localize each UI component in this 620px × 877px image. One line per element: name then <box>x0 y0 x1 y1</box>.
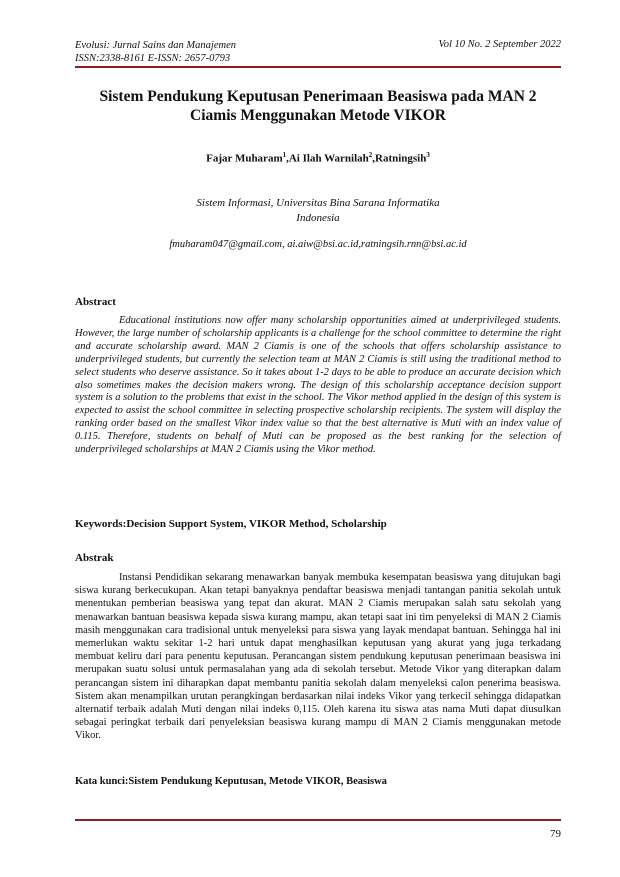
affiliation <box>75 196 561 226</box>
author-3: ,Ratningsih <box>372 152 427 165</box>
affiliation-line-2: Indonesia <box>296 212 340 224</box>
author-3-mark: 3 <box>426 151 430 159</box>
abstract-heading: Abstract <box>75 296 116 308</box>
keywords-english: Keywords:Decision Support System, VIKOR Method, Scholarship <box>75 518 387 530</box>
affiliation-line-1: Sistem Informasi, Universitas Bina Sarana Informatika <box>196 197 440 209</box>
author-2-mark: 2 <box>368 151 373 159</box>
header-rule <box>75 66 561 68</box>
author-list <box>75 151 561 165</box>
abstrak-heading: Abstrak <box>75 552 114 564</box>
journal-volume: Vol 10 No. 2 September 2022 <box>438 39 561 50</box>
title-line-2: Ciamis Menggunakan Metode VIKOR <box>190 107 446 124</box>
author-2: ,Ai Ilah Warnilah <box>286 152 369 165</box>
title-line-1: Sistem Pendukung Keputusan Penerimaan Beasiswa pada MAN 2 <box>99 88 537 105</box>
abstrak-text: Instansi Pendidikan sekarang menawarkan banyak membuka kesempatan beasiswa yang ditujukan bagi siswa kurang berkecukupan. Akan tetapi banyaknya pendaftar beasiswa menjadi tantangan panitia sekolah untuk menentukan pemberian beasiswa yang tepat dan akurat. MAN 2 Ciamis merupakan salah satu sekolah yang menawarkan bantuan beasiswa kepada siswa kurang mampu, akan tetapi saat ini tim penyeleksi di MAN 2 Ciamis masih menggunakan cara tradisional untuk menyeleksi para siswa yang layak mendapat bantuan. Sehingga hal ini memerlukan waktu sekitar 1-2 hari untuk dapat menghasilkan keputusan yang akurat yang juga terkadang membuat keliru dari para penentu keputusan. Perancangan sistem pendukung keputusan penerimaan beasiswa ini merupakan suatu solusi untuk permasalahan yang ada di sekolah tersebut. Metode Vikor yang diterapkan dalam perancangan sistem ini diharapkan dapat membantu panitia sekolah dalam menyeleksi calon penerima beasiswa. Sistem akan menampilkan urutan perangkingan berdasarkan nilai indeks Vikor yang terkecil sehingga didapatkan alternatif terbaik adalah Muti dengan nilai indeks 0,115. Oleh karena itu siswa atas nama Muti dapat diusulkan sebagai peringkat terbaik dari penyeleksian beasiswa kurang mampu di MAN 2 Ciamis menggunakan metode Vikor. <box>75 572 561 742</box>
journal-name: Evolusi: Jurnal Sains dan Manajemen <box>75 40 236 51</box>
paper-title <box>75 87 561 125</box>
journal-issn: ISSN:2338-8161 E-ISSN: 2657-0793 <box>75 53 231 64</box>
keywords-indonesian: Kata kunci:Sistem Pendukung Keputusan, Metode VIKOR, Beasiswa <box>75 776 387 787</box>
author-1: Fajar Muharam <box>206 152 283 165</box>
author-emails: fmuharam047@gmail.com, ai.aiw@bsi.ac.id,ratningsih.rnn@bsi.ac.id <box>169 239 467 250</box>
author-1-mark: 1 <box>282 151 287 159</box>
page-number: 79 <box>550 828 561 840</box>
abstract-text: Educational institutions now offer many scholarship opportunities aimed at underprivileged students. However, the large number of scholarship applicants is a challenge for the school committee to determine the right and accurate scholarship award. MAN 2 Ciamis is one of the schools that offers scholarship assistance to underprivileged students, but currently the selection team at MAN 2 Ciamis is still using the traditional method to select students who deserve assistance. So it takes about 1-2 days to be able to produce an accurate decision which also sometimes makes the decision makers wrong. The design of this scholarship acceptance decision support system is a solution to the problems that exist in the school. The Vikor method applied in the design of this system is expected to assist the school committee in selecting prospective scholarship recipients. The system will display the ranking order based on the smallest Vikor index value so that the best alternative is Muti with an index value of 0.115. Therefore, students on behalf of Muti can be proposed as the best ranking for the selection of underprivileged scholarships at MAN 2 Ciamis using the Vikor method. <box>75 315 561 456</box>
footer-rule <box>75 819 561 821</box>
